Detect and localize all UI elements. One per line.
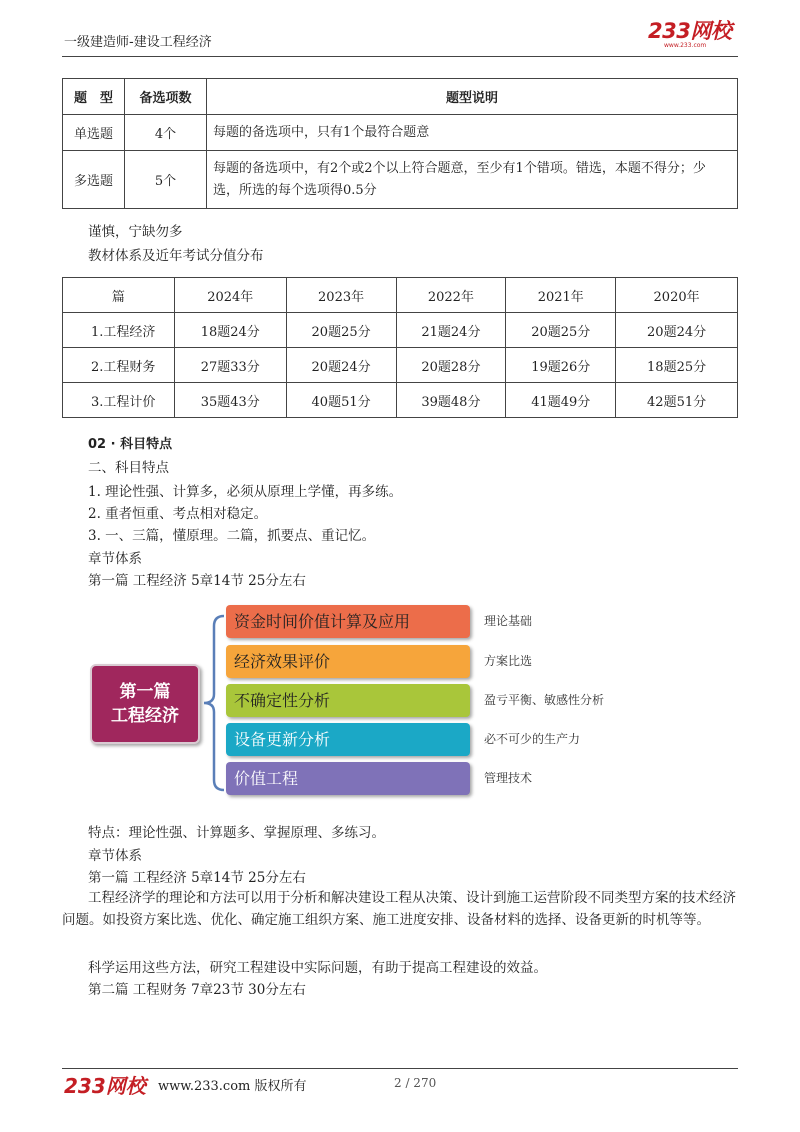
table-header-cell: 2022年 <box>396 278 506 313</box>
diagram-root-box <box>90 664 200 744</box>
text-line: 教材体系及近年考试分值分布 <box>88 248 264 264</box>
table-cell: 21题24分 <box>396 313 506 348</box>
table-cell: 39题48分 <box>396 383 506 418</box>
table-header-cell: 题 型 <box>63 79 125 115</box>
diagram-bar: 设备更新分析 <box>226 723 470 756</box>
text-line: 谨慎，宁缺勿多 <box>88 224 183 240</box>
brand-logo-text: 233网校 <box>648 19 732 43</box>
paragraph: 科学运用这些方法，研究工程建设中实际问题，有助于提高工程建设的效益。 <box>88 960 547 976</box>
table-header-cell: 2021年 <box>506 278 616 313</box>
table-row <box>63 348 738 383</box>
table-cell: 19题26分 <box>506 348 616 383</box>
table-row <box>63 383 738 418</box>
table-cell: 40题51分 <box>286 383 396 418</box>
diagram-root-line: 工程经济 <box>111 706 179 726</box>
table-cell: 20题24分 <box>616 313 738 348</box>
diagram-note: 方案比选 <box>484 654 533 668</box>
table-header-cell: 2024年 <box>174 278 286 313</box>
question-types-table <box>62 78 738 209</box>
chapter-structure-diagram <box>86 598 646 808</box>
table-header-cell: 篇 <box>63 278 175 313</box>
table-cell: 每题的备选项中，有2个或2个以上符合题意，至少有1个错项。错选，本题不得分；少选，所选的每个选项得0.5分 <box>207 151 738 209</box>
header-divider <box>62 56 738 57</box>
diagram-note: 管理技术 <box>484 771 533 785</box>
footer-divider <box>62 1068 738 1069</box>
diagram-note: 必不可少的生产力 <box>484 732 581 746</box>
list-item: 3. 一、三篇，懂原理。二篇，抓要点、重记忆。 <box>88 528 376 544</box>
diagram-bar: 经济效果评价 <box>226 645 470 678</box>
diagram-bar: 价值工程 <box>226 762 470 795</box>
diagram-root-line: 第一篇 <box>119 682 171 702</box>
table-cell: 20题28分 <box>396 348 506 383</box>
table-cell: 2.工程财务 <box>63 348 175 383</box>
footer-logo: 233网校 <box>64 1074 146 1098</box>
table-cell: 多选题 <box>63 151 125 209</box>
table-header-cell: 备选项数 <box>125 79 207 115</box>
table-cell: 27题33分 <box>174 348 286 383</box>
table-header-cell: 题型说明 <box>207 79 738 115</box>
text-line: 第一篇 工程经济 5章14节 25分左右 <box>88 870 306 886</box>
diagram-note: 盈亏平衡、敏感性分析 <box>484 693 605 707</box>
brand-logo-url: www.233.com <box>664 42 707 49</box>
table-cell: 18题25分 <box>616 348 738 383</box>
table-row <box>63 115 738 151</box>
table-header-row <box>63 278 738 313</box>
table-cell: 1.工程经济 <box>63 313 175 348</box>
scores-table <box>62 277 738 418</box>
diagram-note: 理论基础 <box>484 614 533 628</box>
list-item: 2. 重者恒重、考点相对稳定。 <box>88 506 268 522</box>
table-header-cell: 2023年 <box>286 278 396 313</box>
table-header-cell: 2020年 <box>616 278 738 313</box>
table-cell: 18题24分 <box>174 313 286 348</box>
text-line: 特点：理论性强、计算题多、掌握原理、多练习。 <box>88 825 385 841</box>
table-cell: 35题43分 <box>174 383 286 418</box>
paragraph: 工程经济学的理论和方法可以用于分析和解决建设工程从决策、设计到施工运营阶段不同类型方案的技术经济问题。如投资方案比选、优化、确定施工组织方案、施工进度安排、设备材料的选择、设备更新的时机等等。 <box>62 890 736 928</box>
table-cell: 41题49分 <box>506 383 616 418</box>
table-cell: 3.工程计价 <box>63 383 175 418</box>
document-header-title: 一级建造师-建设工程经济 <box>64 35 212 50</box>
table-cell: 42题51分 <box>616 383 738 418</box>
footer-copyright: www.233.com 版权所有 <box>158 1079 307 1094</box>
text-line: 第二篇 工程财务 7章23节 30分左右 <box>88 982 306 998</box>
list-item: 1. 理论性强、计算多，必须从原理上学懂，再多练。 <box>88 484 403 500</box>
section-heading: 02 · 科目特点 <box>88 437 173 452</box>
table-cell: 4个 <box>125 115 207 151</box>
text-line: 章节体系 <box>88 848 142 864</box>
table-cell: 20题25分 <box>286 313 396 348</box>
diagram-bar: 资金时间价值计算及应用 <box>226 605 470 638</box>
table-row <box>63 313 738 348</box>
table-cell: 20题25分 <box>506 313 616 348</box>
text-line: 第一篇 工程经济 5章14节 25分左右 <box>88 573 306 589</box>
table-cell: 单选题 <box>63 115 125 151</box>
section-heading: 二、科目特点 <box>88 460 169 476</box>
table-cell: 20题24分 <box>286 348 396 383</box>
page-number: 2 / 270 <box>394 1076 437 1090</box>
table-cell: 每题的备选项中，只有1个最符合题意 <box>207 115 738 151</box>
diagram-bar: 不确定性分析 <box>226 684 470 717</box>
table-cell: 5个 <box>125 151 207 209</box>
text-line: 章节体系 <box>88 551 142 567</box>
diagram-brace <box>198 614 228 792</box>
table-header-row <box>63 79 738 115</box>
table-row <box>63 151 738 209</box>
brand-logo <box>648 20 736 52</box>
